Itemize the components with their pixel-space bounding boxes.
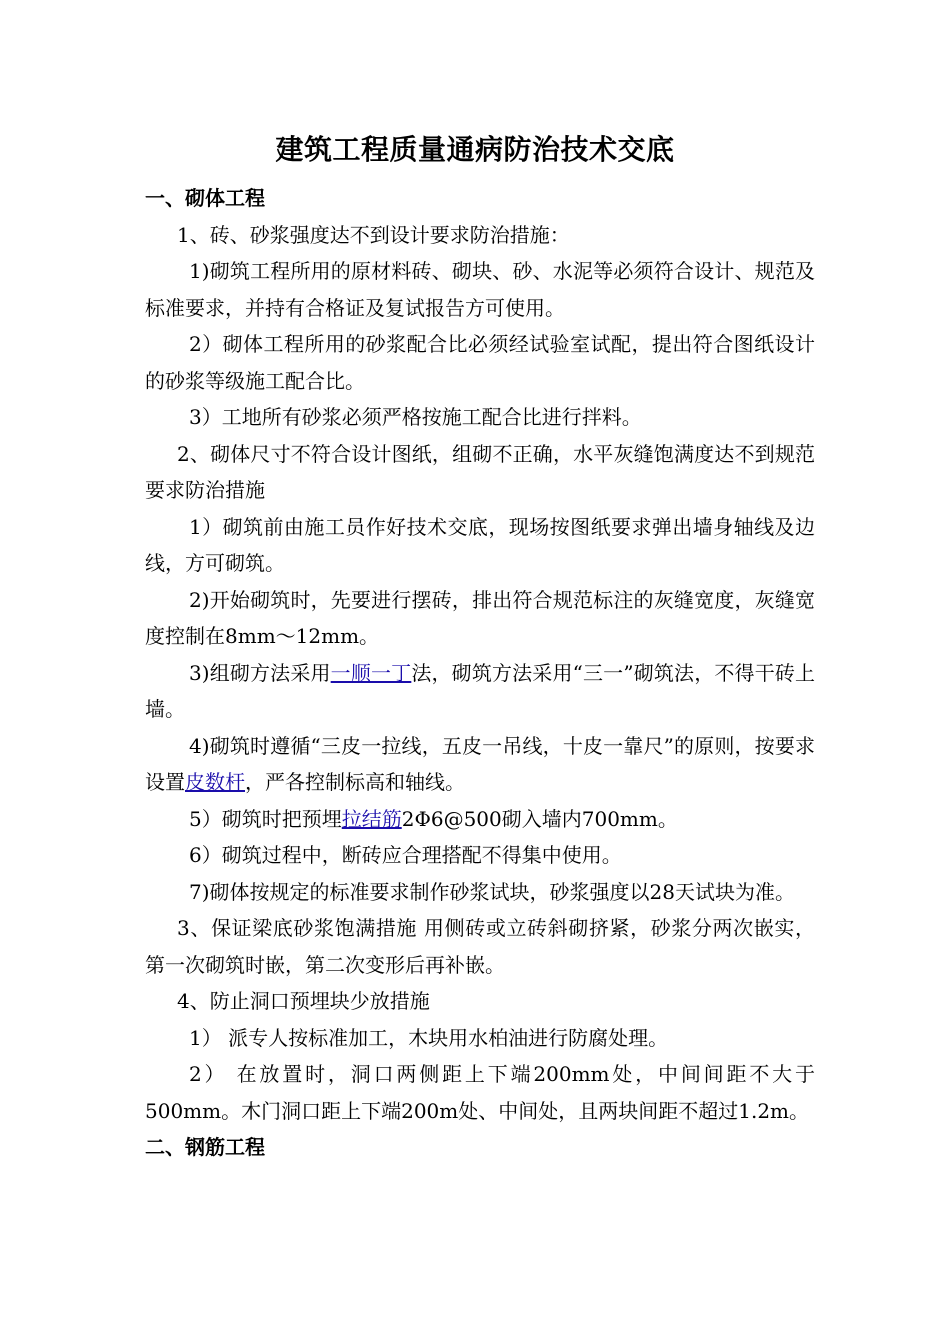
- paragraph-text: 3)组砌方法采用: [189, 660, 331, 685]
- section-heading-rebar: 二、钢筋工程: [145, 1135, 265, 1159]
- link-pishugan[interactable]: 皮数杆: [185, 770, 245, 794]
- paragraph-item-1: 1、砖、砂浆强度达不到设计要求防治措施：: [177, 222, 570, 247]
- paragraph-item-2-7: 7)砌体按规定的标准要求制作砂浆试块，砂浆强度以28天试块为准。: [189, 879, 795, 904]
- paragraph-item-2-3: [145, 655, 815, 728]
- section-heading-masonry: 一、砌体工程: [145, 186, 265, 210]
- paragraph-item-2-2: 2)开始砌筑时，先要进行摆砖，排出符合规范标注的灰缝宽度，灰缝宽度控制在8mm～12mm。: [145, 587, 815, 648]
- paragraph-item-1-2: 2）砌体工程所用的砂浆配合比必须经试验室试配，提出符合图纸设计的砂浆等级施工配合比。: [145, 332, 815, 393]
- paragraph-item-3: 3、保证梁底砂浆饱满措施 用侧砖或立砖斜砌挤紧，砂浆分两次嵌实，第一次砌筑时嵌，第二次变形后再补嵌。: [145, 916, 815, 977]
- paragraph-item-2-5: [145, 801, 815, 838]
- document-body: [145, 180, 815, 1166]
- document-title: 建筑工程质量通病防治技术交底: [275, 133, 675, 166]
- link-lajiejin[interactable]: 拉结筋: [341, 806, 402, 831]
- paragraph-item-2-1: 1）砌筑前由施工员作好技术交底，现场按图纸要求弹出墙身轴线及边线，方可砌筑。: [145, 514, 815, 575]
- paragraph-item-4: 4、防止洞口预埋块少放措施: [177, 989, 430, 1013]
- paragraph-item-2-6: 6）砌筑过程中，断砖应合理搭配不得集中使用。: [189, 843, 622, 867]
- paragraph-text: 法，砌筑方法采用“三一”砌筑法，不得干砖上墙。: [145, 660, 816, 721]
- paragraph-item-1-3: 3）工地所有砂浆必须严格按施工配合比进行拌料。: [189, 405, 642, 429]
- paragraph-item-4-1: 1） 派专人按标准加工，木块用水柏油进行防腐处理。: [189, 1025, 669, 1050]
- paragraph-text: 4)砌筑时遵循“三皮一拉线，五皮一吊线，十皮一靠尺”的原则，按要求设置: [145, 733, 815, 794]
- paragraph-item-4-2: 2） 在放置时，洞口两侧距上下端200mm处，中间间距不大于500mm。木门洞口距上下端200m处、中间处，且两块间距不超过1.2m。: [145, 1062, 815, 1123]
- link-yishun-yiding[interactable]: 一顺一丁: [330, 660, 412, 685]
- paragraph-item-2-4: [145, 728, 815, 801]
- paragraph-item-1-1: 1)砌筑工程所用的原材料砖、砌块、砂、水泥等必须符合设计、规范及标准要求，并持有合格证及复试报告方可使用。: [145, 259, 815, 320]
- paragraph-text: 2Φ6@500砌入墙内700mm。: [401, 806, 678, 831]
- paragraph-text: 5）砌筑时把预埋: [189, 806, 342, 831]
- paragraph-item-2: 2、砌体尺寸不符合设计图纸，组砌不正确，水平灰缝饱满度达不到规范要求防治措施: [145, 441, 815, 502]
- paragraph-text: ，严各控制标高和轴线。: [245, 770, 465, 794]
